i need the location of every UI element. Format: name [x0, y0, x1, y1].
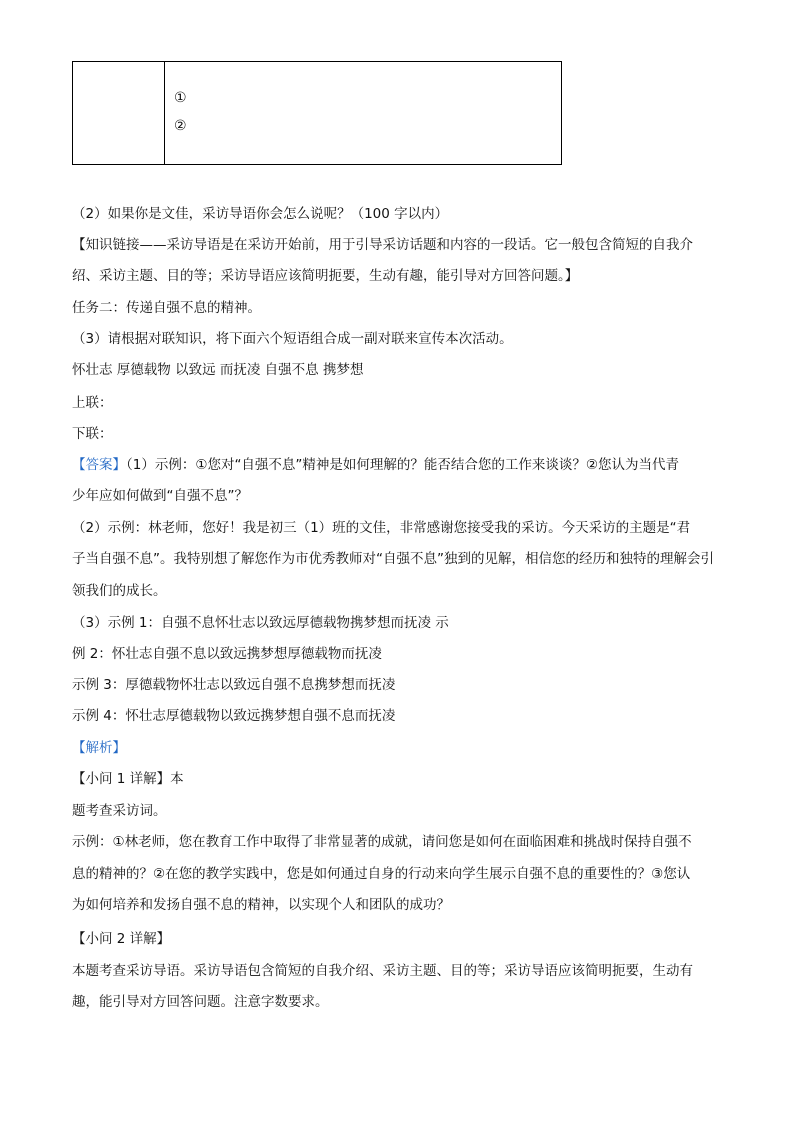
- answer-2-line-1: （2）示例：林老师，您好！我是初三（1）班的文佳，非常感谢您接受我的采访。今天采访的主题是“君: [72, 520, 691, 536]
- subquestion-1-example-1: 示例：①林老师，您在教育工作中取得了非常显著的成就，请问您是如何在面临困难和挑战时保持自强不: [72, 834, 692, 850]
- lower-couplet-label: 下联：: [72, 426, 113, 442]
- answer-2-line-2: 子当自强不息”。我特别想了解您作为市优秀教师对“自强不息”独到的见解，相信您的经历和独特的理解会引: [72, 551, 714, 567]
- subquestion-1-text: 题考查采访词。: [72, 803, 167, 819]
- answer-3-example-3: 示例 3：厚德载物怀壮志以致远自强不息携梦想而抚凌: [72, 677, 396, 693]
- circled-one: ①: [174, 90, 187, 106]
- answer-3-example-1: （3）示例 1：自强不息怀壮志以致远厚德载物携梦想而抚凌 示: [72, 615, 449, 631]
- knowledge-link-1: 【知识链接——采访导语是在采访开始前，用于引导采访话题和内容的一段话。它一般包含简短的自我介: [72, 237, 693, 253]
- answer-line-1: 【答案】（1）示例：①您对“自强不息”精神是如何理解的？能否结合您的工作来谈谈？②您认为当代青: [72, 457, 680, 473]
- circled-two: ②: [174, 118, 187, 134]
- subquestion-1-heading: 【小问 1 详解】本: [72, 771, 184, 787]
- subquestion-1-example-3: 为如何培养和发扬自强不息的精神，以实现个人和团队的成功？: [72, 897, 450, 913]
- knowledge-link-2: 绍、采访主题、目的等；采访导语应该简明扼要，生动有趣，能引导对方回答问题。】: [72, 268, 579, 284]
- question-3: （3）请根据对联知识，将下面六个短语组合成一副对联来宣传本次活动。: [72, 331, 513, 347]
- table-right-cell: [165, 62, 561, 164]
- subquestion-2-heading: 【小问 2 详解】: [72, 931, 171, 947]
- table-left-cell: [73, 62, 165, 164]
- subquestion-1-example-2: 息的精神的？②在您的教学实践中，您是如何通过自身的行动来向学生展示自强不息的重要性的？③您认: [72, 866, 691, 882]
- analysis-heading: 【解析】: [72, 740, 126, 756]
- answer-tag: 【答案】: [72, 457, 126, 473]
- answer-3-example-4: 示例 4：怀壮志厚德载物以致远携梦想自强不息而抚凌: [72, 708, 396, 724]
- answer-3-example-2: 例 2：怀壮志自强不息以致远携梦想厚德载物而抚凌: [72, 646, 382, 662]
- answer-line-2: 少年应如何做到“自强不息”？: [72, 488, 248, 504]
- answer-table: [72, 61, 562, 165]
- upper-couplet-label: 上联：: [72, 395, 113, 411]
- question-2: （2）如果你是文佳，采访导语你会怎么说呢？（100 字以内）: [72, 206, 449, 222]
- answer-2-line-3: 领我们的成长。: [72, 583, 167, 599]
- task-two: 任务二：传递自强不息的精神。: [72, 300, 261, 316]
- subquestion-2-text-1: 本题考查采访导语。采访导语包含简短的自我介绍、采访主题、目的等；采访导语应该简明扼要，生动有: [72, 963, 693, 979]
- phrases: 怀壮志 厚德载物 以致远 而抚凌 自强不息 携梦想: [72, 362, 364, 378]
- subquestion-2-text-2: 趣，能引导对方回答问题。注意字数要求。: [72, 994, 329, 1010]
